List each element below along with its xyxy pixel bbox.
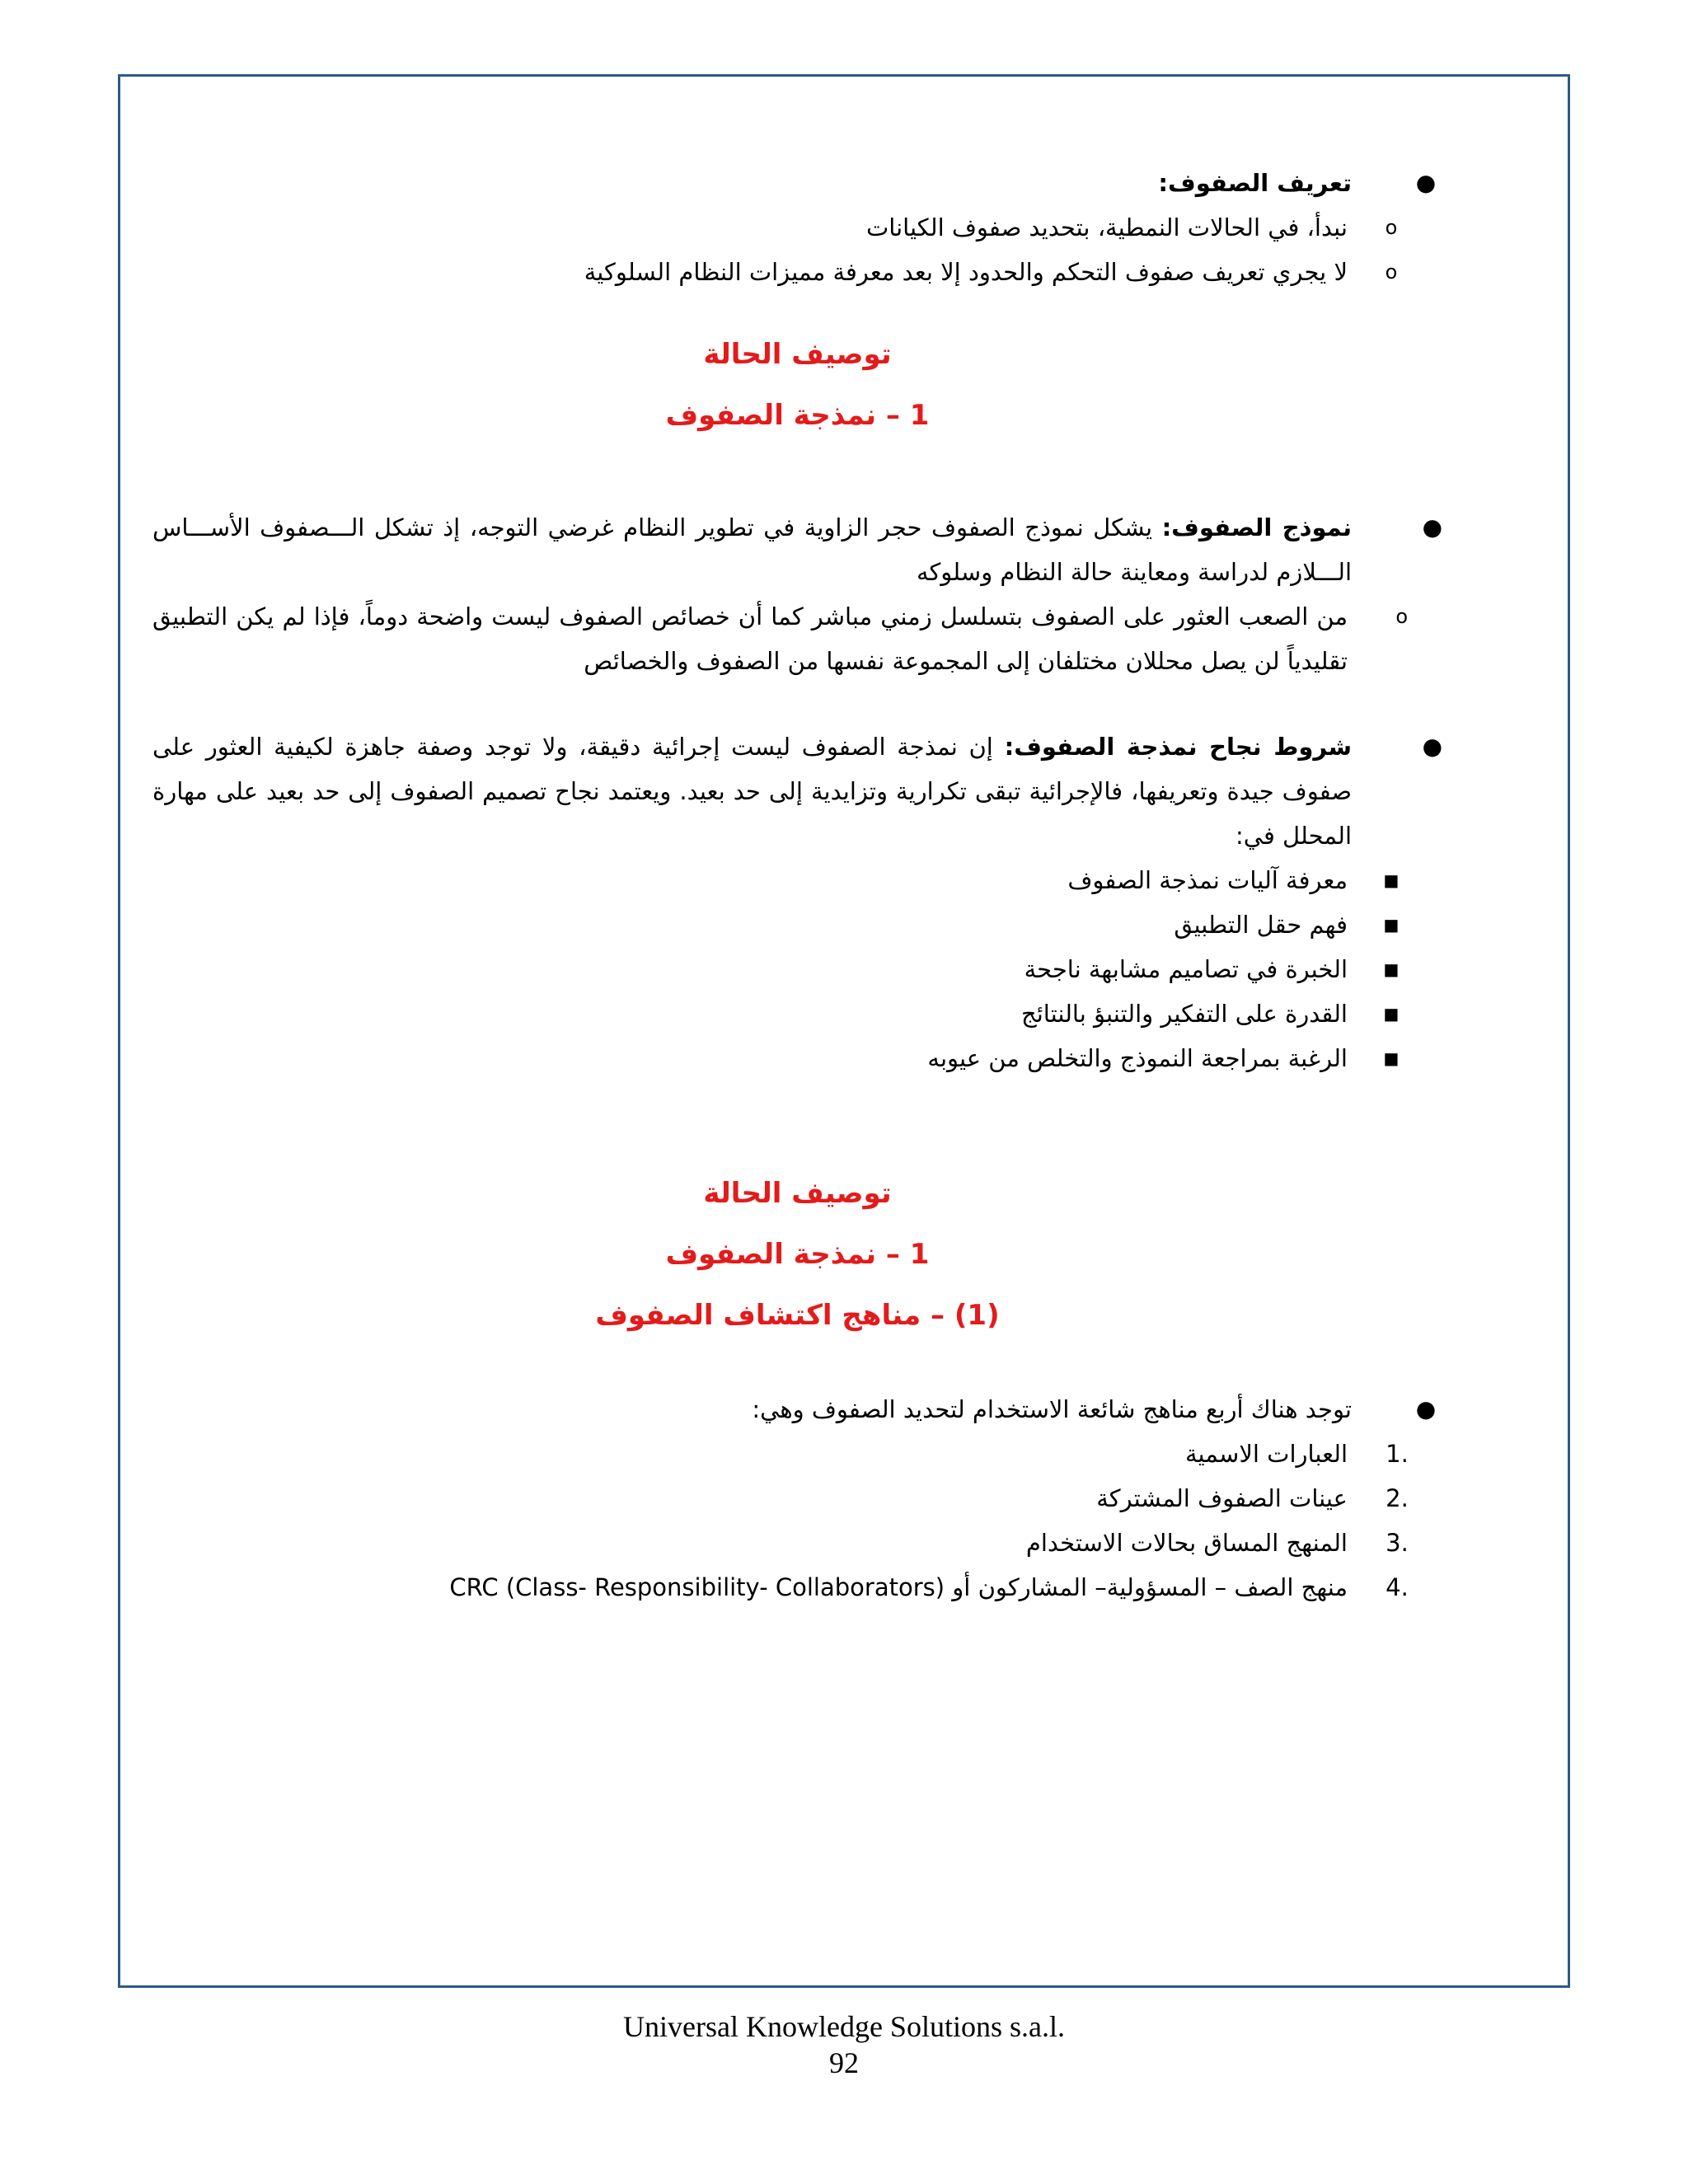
sub-item-text: نبدأ، في الحالات النمطية، بتحديد صفوف الكيانات: [865, 213, 1348, 241]
bullet-class-model: [152, 505, 1442, 594]
section-text: إن نمذجة الصفوف ليست إجرائية دقيقة، ولا توجد وصفة جاهزة لكيفية العثور على صفوف جيدة وتعريفها، فالإجرائية تبقى تكرارية وتزايدية إلى حد بعيد. ويعتمد نجاح تصميم الصفوف إلى حد بعيد على مهارة المحلل في:: [152, 733, 1352, 850]
section-title: تعريف الصفوف:: [1158, 169, 1352, 197]
sub-item-text: لا يجري تعريف صفوف التحكم والحدود إلا بعد معرفة مميزات النظام السلوكية: [584, 258, 1348, 286]
bullet-icon: ●: [1415, 1395, 1437, 1422]
item-number: 1.: [1386, 1440, 1409, 1468]
numbered-item-text: المنهج المساق بحالات الاستخدام: [1025, 1529, 1348, 1557]
item-number: 4.: [1386, 1573, 1409, 1601]
heading-case-description: توصيف الحالة: [703, 1177, 892, 1210]
bullet-icon: ●: [1422, 513, 1442, 541]
sub-item-text: من الصعب العثور على الصفوف بتسلسل زمني مباشر كما أن خصائص الصفوف ليست واضحة دوماً، فإذا لم يكن التطبيق تقليدياً لن يصل محللان مختلفان إلى المجموعة نفسها من الصفوف والخصائص: [152, 602, 1348, 675]
page-number: 92: [829, 2046, 859, 2079]
numbered-item-text: عينات الصفوف المشتركة: [1096, 1484, 1348, 1512]
list-item-text: معرفة آليات نمذجة الصفوف: [1067, 866, 1348, 894]
sub-item: [152, 205, 1442, 250]
numbered-item: [152, 1432, 1442, 1476]
circle-bullet-icon: o: [1395, 605, 1408, 628]
bullet-success-conditions: [152, 724, 1442, 858]
footer-company: Universal Knowledge Solutions s.a.l.: [623, 2010, 1065, 2043]
square-bullet-icon: ■: [1383, 1048, 1400, 1068]
list-item-text: الرغبة بمراجعة النموذج والتخلص من عيوبه: [927, 1044, 1348, 1072]
list-item: [152, 947, 1442, 991]
list-item: [152, 991, 1442, 1036]
section-text: توجد هناك أربع مناهج شائعة الاستخدام لتحديد الصفوف وهي:: [752, 1395, 1352, 1423]
list-item: [152, 858, 1442, 902]
list-item: [152, 902, 1442, 947]
bullet-icon: ●: [1422, 733, 1442, 760]
sub-item: [152, 594, 1442, 683]
numbered-item: [152, 1565, 1442, 1610]
bullet-approaches: [152, 1387, 1442, 1432]
numbered-item: [152, 1476, 1442, 1521]
list-item-text: فهم حقل التطبيق: [1174, 911, 1348, 939]
sub-item: [152, 250, 1442, 294]
square-bullet-icon: ■: [1383, 915, 1400, 935]
numbered-item-text: منهج الصف – المسؤولية– المشاركون أو CRC (Class- Responsibility- Collaborators): [449, 1573, 1348, 1601]
heading-case-description: توصيف الحالة: [703, 338, 892, 371]
item-number: 3.: [1386, 1529, 1409, 1557]
bullet-icon: ●: [1415, 169, 1437, 196]
list-item: [152, 1036, 1442, 1080]
heading-class-discovery-approaches: (1) – مناهج اكتشاف الصفوف: [595, 1299, 1000, 1332]
square-bullet-icon: ■: [1383, 870, 1400, 890]
circle-bullet-icon: o: [1385, 260, 1398, 284]
square-bullet-icon: ■: [1383, 959, 1400, 979]
bullet-class-definition: [152, 161, 1442, 205]
section-lead: شروط نجاح نمذجة الصفوف:: [1004, 733, 1352, 761]
item-number: 2.: [1386, 1484, 1409, 1512]
circle-bullet-icon: o: [1385, 216, 1398, 239]
heading-class-modeling: 1 – نمذجة الصفوف: [665, 399, 930, 432]
section-lead: نموذج الصفوف:: [1161, 513, 1352, 541]
list-item-text: الخبرة في تصاميم مشابهة ناجحة: [1024, 955, 1348, 983]
section-text: يشكل نموذج الصفوف حجر الزاوية في تطوير النظام غرضي التوجه، إذ تشكل الـــصفوف الأســـاس الـــلازم لدراسة ومعاينة حالة النظام وسلوكه: [152, 513, 1352, 586]
numbered-item: [152, 1521, 1442, 1565]
square-bullet-icon: ■: [1383, 1004, 1400, 1024]
page-content: [152, 161, 1442, 1610]
numbered-item-text: العبارات الاسمية: [1184, 1440, 1348, 1468]
list-item-text: القدرة على التفكير والتنبؤ بالنتائج: [1020, 1000, 1348, 1028]
heading-class-modeling: 1 – نمذجة الصفوف: [665, 1238, 930, 1271]
